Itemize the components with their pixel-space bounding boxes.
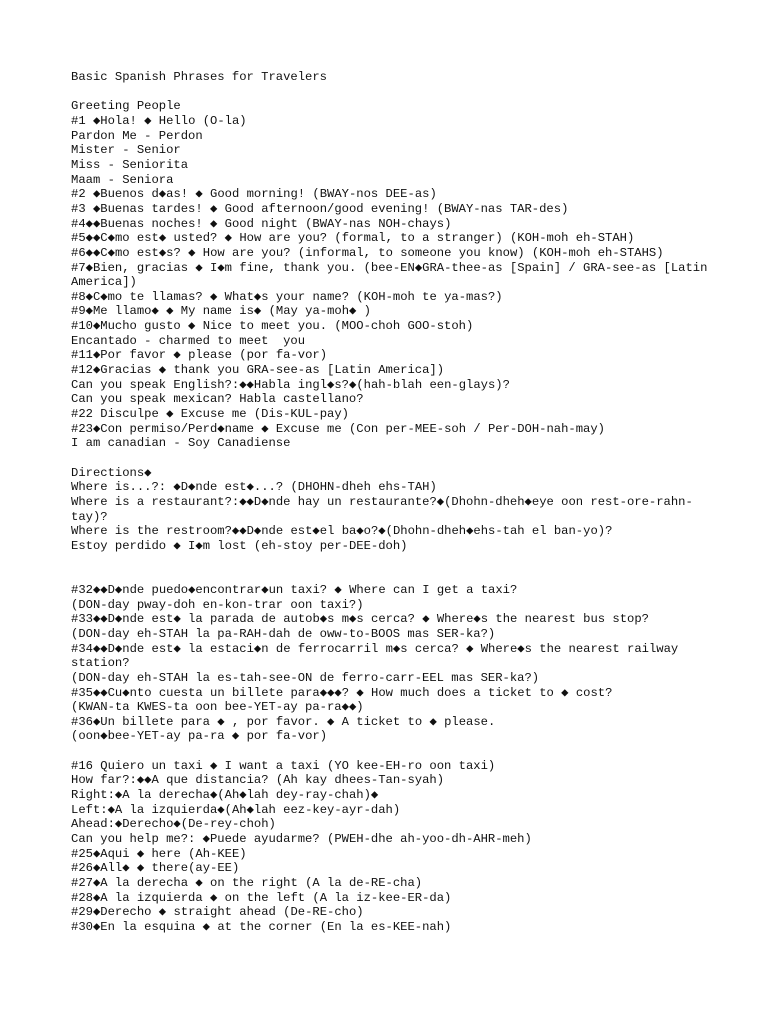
phrase-line: Can you help me?: ◆Puede ayudarme? (PWEH-dhe ah-yoo-dh-AHR-meh) bbox=[71, 832, 532, 847]
greetings-section bbox=[71, 99, 715, 451]
phrase-line: #5◆◆C◆mo est◆ usted? ◆ How are you? (formal, to a stranger) (KOH-moh eh-STAH) bbox=[71, 231, 635, 246]
phrase-line: Estoy perdido ◆ I◆m lost (eh-stoy per-DEE-doh) bbox=[71, 538, 408, 553]
phrase-line: How far?:◆◆A que distancia? (Ah kay dhees-Tan-syah) bbox=[71, 773, 445, 788]
phrase-line: #2 ◆Buenos d◆as! ◆ Good morning! (BWAY-nos DEE-as) bbox=[71, 187, 437, 202]
phrase-line: #29◆Derecho ◆ straight ahead (De-RE-cho) bbox=[71, 905, 364, 920]
phrase-line: #11◆Por favor ◆ please (por fa-vor) bbox=[71, 348, 328, 363]
phrase-line: Ahead:◆Derecho◆(De-rey-choh) bbox=[71, 817, 276, 832]
phrase-line: #9◆Me llamo◆ ◆ My name is◆ (May ya-moh◆ ) bbox=[71, 304, 371, 319]
phrase-line: (DON-day eh-STAH la es-tah-see-ON de ferro-carr-EEL mas SER-ka?) bbox=[71, 670, 540, 685]
phrase-line: #16 Quiero un taxi ◆ I want a taxi (YO kee-EH-ro oon taxi) bbox=[71, 758, 496, 773]
phrase-line: #3 ◆Buenas tardes! ◆ Good afternoon/good evening! (BWAY-nas TAR-des) bbox=[71, 201, 569, 216]
phrase-line: #6◆◆C◆mo est◆s? ◆ How are you? (informal, to someone you know) (KOH-moh eh-STAHS) bbox=[71, 245, 664, 260]
phrase-line: Where is a restaurant?:◆◆D◆nde hay un restaurante?◆(Dhohn-dheh◆eye oon rest-ore-rahn-tay)? bbox=[71, 495, 693, 524]
phrase-line: #26◆All◆ ◆ there(ay-EE) bbox=[71, 861, 240, 876]
phrase-line: Right:◆A la derecha◆(Ah◆lah dey-ray-chah)◆ bbox=[71, 788, 379, 803]
phrase-line: #34◆◆D◆nde est◆ la estaci◆n de ferrocarril m◆s cerca? ◆ Where◆s the nearest railway station? bbox=[71, 641, 686, 671]
phrase-line: #22 Disculpe ◆ Excuse me (Dis-KUL-pay) bbox=[71, 407, 349, 422]
phrase-line: #35◆◆Cu◆nto cuesta un billete para◆◆◆? ◆ How much does a ticket to ◆ cost? bbox=[71, 685, 613, 700]
phrase-line: (DON-day eh-STAH la pa-RAH-dah de oww-to-BOOS mas SER-ka?) bbox=[71, 626, 496, 641]
phrase-line: #1 ◆Hola! ◆ Hello (O-la) bbox=[71, 113, 247, 128]
phrase-line: Left:◆A la izquierda◆(Ah◆lah eez-key-ayr-dah) bbox=[71, 802, 401, 817]
phrase-line: #8◆C◆mo te llamas? ◆ What◆s your name? (KOH-moh te ya-mas?) bbox=[71, 289, 503, 304]
phrase-line: #4◆◆Buenas noches! ◆ Good night (BWAY-nas NOH-chays) bbox=[71, 216, 452, 231]
phrase-line: Maam - Seniora bbox=[71, 172, 174, 187]
directions-section bbox=[71, 466, 711, 554]
phrase-line: (oon◆bee-YET-ay pa-ra ◆ por fa-vor) bbox=[71, 729, 328, 744]
phrase-line: #30◆En la esquina ◆ at the corner (En la es-KEE-nah) bbox=[71, 920, 452, 934]
phrase-line: #25◆Aqui ◆ here (Ah-KEE) bbox=[71, 846, 247, 861]
phrase-line: #36◆Un billete para ◆ , por favor. ◆ A ticket to ◆ please. bbox=[71, 714, 496, 729]
phrase-line: Mister - Senior bbox=[71, 143, 181, 158]
phrase-line: #12◆Gracias ◆ thank you GRA-see-as [Latin America]) bbox=[71, 363, 445, 378]
phrase-line: Encantado - charmed to meet you bbox=[71, 333, 306, 348]
spacer bbox=[71, 85, 711, 100]
document-page bbox=[71, 70, 715, 935]
phrase-line: Can you speak mexican? Habla castellano? bbox=[71, 392, 364, 407]
phrase-line: Can you speak English?:◆◆Habla ingl◆s?◆(hah-blah een-glays)? bbox=[71, 377, 510, 392]
section-heading: Greeting People bbox=[71, 99, 181, 114]
phrase-line: #10◆Mucho gusto ◆ Nice to meet you. (MOO-choh GOO-stoh) bbox=[71, 319, 474, 334]
phrase-line: (KWAN-ta KWES-ta oon bee-YET-ay pa-ra◆◆) bbox=[71, 700, 364, 715]
phrase-line: (DON-day pway-doh en-kon-trar oon taxi?) bbox=[71, 597, 364, 612]
section-heading: Directions◆ bbox=[71, 465, 152, 480]
spacer bbox=[71, 451, 711, 466]
phrase-line: #23◆Con permiso/Perd◆name ◆ Excuse me (Con per-MEE-soh / Per-DOH-nah-may) bbox=[71, 421, 605, 436]
taxi-section bbox=[71, 759, 711, 935]
phrase-line: I am canadian - Soy Canadiense bbox=[71, 436, 291, 451]
phrase-line: #28◆A la izquierda ◆ on the left (A la iz-kee-ER-da) bbox=[71, 890, 452, 905]
spacer bbox=[71, 744, 711, 759]
phrase-line: Where is...?: ◆D◆nde est◆...? (DHOHN-dheh ehs-TAH) bbox=[71, 480, 437, 495]
phrase-line: Pardon Me - Perdon bbox=[71, 128, 203, 143]
phrase-line: #33◆◆D◆nde est◆ la parada de autob◆s m◆s cerca? ◆ Where◆s the nearest bus stop? bbox=[71, 612, 649, 627]
document-title: Basic Spanish Phrases for Travelers bbox=[71, 70, 327, 84]
phrase-line: #7◆Bien, gracias ◆ I◆m fine, thank you. (bee-EN◆GRA-thee-as [Spain] / GRA-see-as [Latin America]) bbox=[71, 260, 715, 290]
transport-section bbox=[71, 583, 711, 744]
spacer bbox=[71, 554, 711, 583]
phrase-line: Miss - Seniorita bbox=[71, 157, 189, 172]
phrase-line: Where is the restroom?◆◆D◆nde est◆el ba◆o?◆(Dhohn-dheh◆ehs-tah el ban-yo)? bbox=[71, 524, 613, 539]
phrase-line: #27◆A la derecha ◆ on the right (A la de-RE-cha) bbox=[71, 876, 423, 891]
phrase-line: #32◆◆D◆nde puedo◆encontrar◆un taxi? ◆ Where can I get a taxi? bbox=[71, 582, 518, 597]
